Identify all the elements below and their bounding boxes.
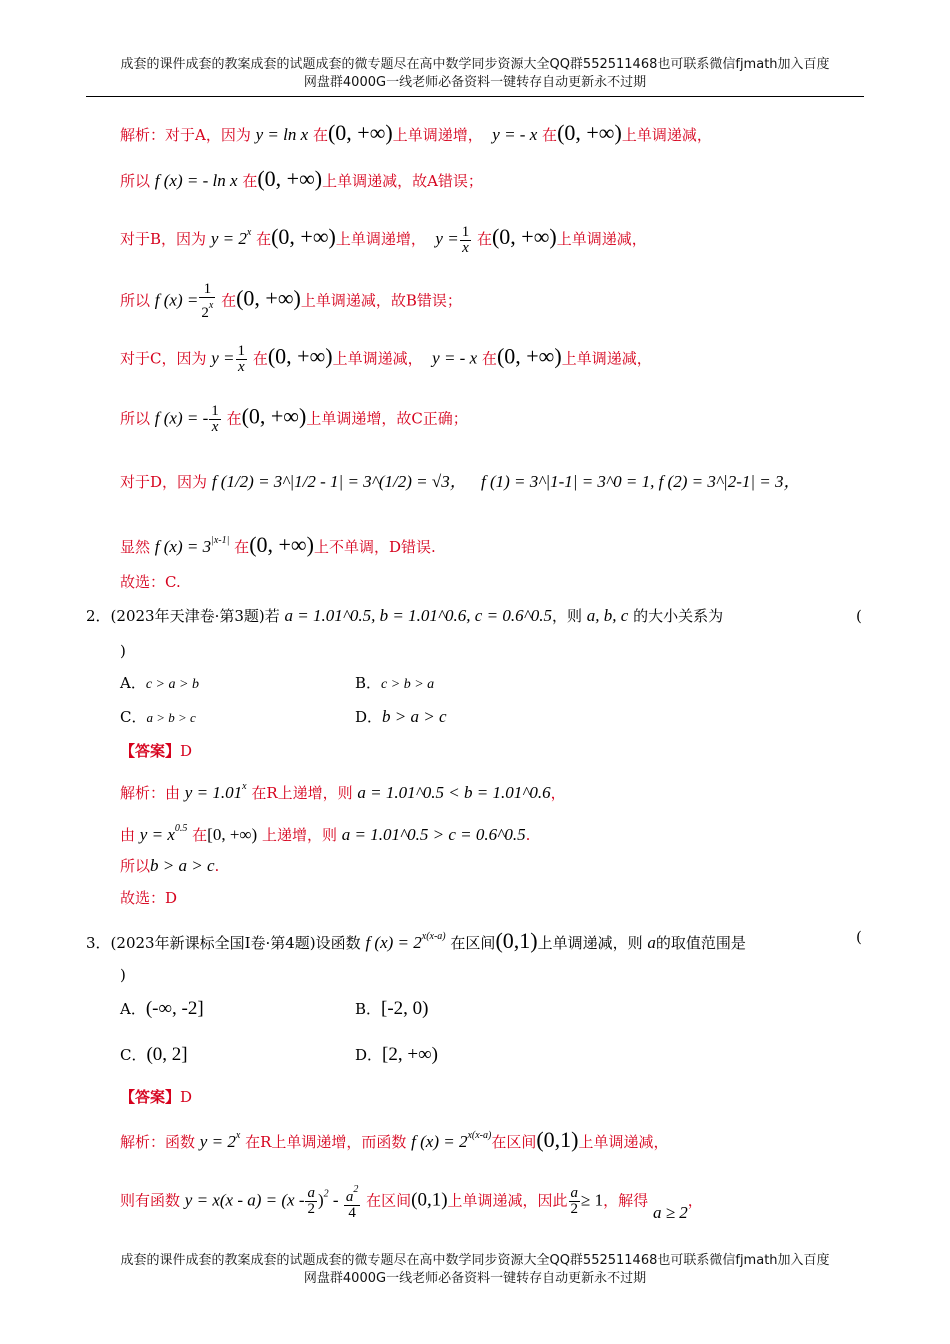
q2-option-a[interactable]: A．c > a > b (120, 674, 199, 692)
fraction-a2-over-4: $\frac{a^2}{4}$ (345, 1184, 359, 1221)
footer-line-1: 成套的课件成套的教案成套的试题成套的微专题尽在高中数学同步资源大全QQ群552511468也可联系微信fjmath加入百度 (120, 1253, 830, 1268)
q2-option-d[interactable]: D．b > a > c (355, 707, 447, 726)
q3-option-c[interactable]: C．(0, 2] (120, 1044, 188, 1065)
q1-line-b2: 所以 f (x) = $\frac{1}{2^x}$ 在(0, +∞)上单调递减，故B错误； (120, 281, 462, 321)
q2-solution-3: 所以b > a > c. (120, 856, 220, 875)
q2-answer: 故选：D (120, 889, 178, 907)
q1-line-a2: 所以 f (x) = - ln x 在(0, +∞)上单调递减，故A错误； (120, 166, 483, 191)
q3-answer-label: 【答案】D (120, 1088, 193, 1106)
page-footer (86, 1252, 864, 1288)
q3-paren-open: ( (856, 928, 862, 946)
q2-paren-close: ) (120, 642, 126, 660)
q3-option-a[interactable]: A．(-∞, -2] (120, 998, 204, 1019)
fraction-1-over-x-c: $\frac{1}{x}$ (237, 343, 246, 375)
q1-line-d1: 对于D，因为 f (1/2) = 3^|1/2 - 1| = 3^(1/2) = √3， f (1) = 3^|1-1| = 3^0 = 1, f (2) = 3^|2-1| = 3， (120, 472, 801, 491)
q3-paren-close: ) (120, 966, 126, 984)
page-header (86, 56, 864, 97)
fraction-1-over-2x: $\frac{1}{2^x}$ (201, 281, 214, 321)
q1-line-d2: 显然 f $(x) = 3^{|x-1|}$ 在(0, +∞)上不单调，D错误. (120, 532, 436, 557)
q1-line-a1: 解析：对于A，因为 y = ln x 在(0, +∞)上单调递增， y = - x 在(0, +∞)上单调递减， (120, 120, 712, 145)
header-line-2: 网盘群4000G一线老师必备资料一键转存自动更新永不过期 (303, 75, 647, 90)
q2-option-c[interactable]: C．a > b > c (120, 708, 196, 726)
q1-line-b1: 对于B，因为 $y = 2^x$ 在(0, +∞)上单调递增， y = $\frac{1}{x}$ 在(0, +∞)上单调递减， (120, 223, 647, 256)
q2-paren-open: ( (856, 607, 862, 625)
q1-answer: 故选：C. (120, 573, 181, 591)
q3-solution-1: 解析：函数 $y = 2^x$ 在R上单调递增，而函数 f $(x) = 2^{x(x-a)}$在区间(0,1)上单调递减， (120, 1127, 669, 1152)
q2-solution-2: 由 $y = x^{0.5}$ 在[0, +∞) 上递增，则 a = 1.01^0.5 > c = 0.6^0.5. (120, 823, 531, 844)
fraction-1-over-x-c2: $\frac{1}{x}$ (211, 403, 219, 435)
q2-stem: 2．(2023年天津卷·第3题)若 a = 1.01^0.5, b = 1.01^0.6, c = 0.6^0.5，则 a, b, c 的大小关系为 (86, 606, 724, 625)
header-line-1: 成套的课件成套的教案成套的试题成套的微专题尽在高中数学同步资源大全QQ群552511468也可联系微信fjmath加入百度 (120, 57, 830, 72)
q3-option-d[interactable]: D．[2, +∞) (355, 1044, 438, 1065)
q3-solution-2: 则有函数 y = x(x - a) = (x - $\frac{a}{2}$ )$^2$ - $\frac{a^2}{4}$ 在区间(0,1)上单调递减，因此 $\frac{a}{2}$ ≥ 1，解得 a ≥ 2， (120, 1184, 703, 1222)
q1-line-c2: 所以 f (x) = - $\frac{1}{x}$ 在(0, +∞)上单调递增，故C正确； (120, 403, 468, 435)
q2-answer-label: 【答案】D (120, 742, 193, 760)
q3-stem: 3．(2023年新课标全国Ⅰ卷·第4题)设函数 f $(x) = 2^{x(x-a)}$ 在区间(0,1)上单调递减，则 a的取值范围是 (86, 928, 746, 953)
fraction-a-over-2: $\frac{a}{2}$ (307, 1185, 315, 1217)
fraction-1-over-x: $\frac{1}{x}$ (461, 223, 470, 256)
q3-option-b[interactable]: B．[-2, 0) (355, 998, 429, 1019)
q1-line-c1: 对于C，因为 y = $\frac{1}{x}$ 在(0, +∞)上单调递减， y = - x 在(0, +∞)上单调递减， (120, 343, 652, 375)
q2-solution-1: 解析：由 $y = 1.01^x$ 在R上递增，则 a = 1.01^0.5 < b = 1.01^0.6， (120, 781, 566, 802)
q2-option-b[interactable]: B．c > b > a (355, 674, 435, 692)
fraction-a-over-2-b: $\frac{a}{2}$ (570, 1185, 579, 1217)
footer-line-2: 网盘群4000G一线老师必备资料一键转存自动更新永不过期 (303, 1271, 647, 1286)
